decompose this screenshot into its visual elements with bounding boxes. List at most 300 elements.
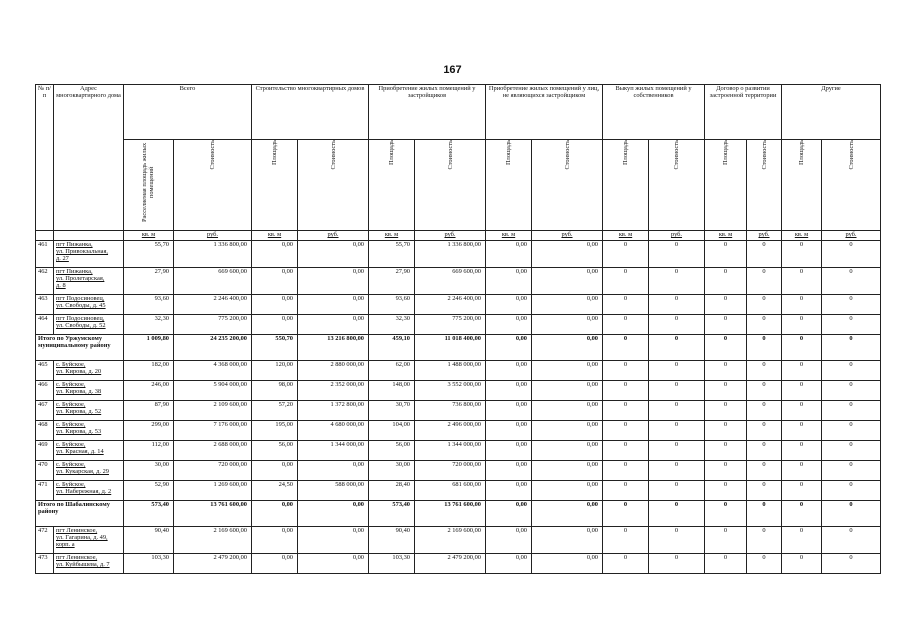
area-cell: 90,40 [124, 527, 174, 554]
unit-empty [36, 231, 54, 241]
area-cell: 0,00 [252, 461, 298, 481]
area-cell: 182,00 [124, 361, 174, 381]
header-sub-area [252, 140, 298, 231]
table-row [36, 401, 881, 421]
header-sub-area [486, 140, 532, 231]
area-cell: 0 [705, 441, 747, 461]
row-address [54, 315, 124, 335]
area-cell: 0 [782, 421, 822, 441]
cost-cell: 0 [822, 481, 881, 501]
address-line: пгт Ленинское, [56, 554, 98, 561]
area-cell: 0,00 [252, 295, 298, 315]
row-number: 466 [36, 381, 54, 401]
table-row [36, 295, 881, 315]
address-line: ул. Свободы, д. 45 [56, 302, 106, 309]
area-cell: 0 [603, 381, 649, 401]
header-address: Адрес многоквартирного дома [54, 85, 124, 231]
cost-label: Стоимость [760, 140, 768, 170]
header-group-row [36, 85, 881, 140]
area-cell: 0 [705, 527, 747, 554]
cost-cell: 0 [649, 241, 705, 268]
header-sub-area [603, 140, 649, 231]
area-cell: 0,00 [252, 268, 298, 295]
total-label: Итого по Шабалинскому району [36, 501, 124, 527]
row-address [54, 401, 124, 421]
area-label: Площадь [388, 140, 395, 165]
cost-cell: 2 688 000,00 [174, 441, 252, 461]
address-line: ул. Привокзальная, [56, 248, 109, 255]
area-label: Площадь [722, 140, 729, 165]
cost-cell: 13 761 600,00 [415, 501, 486, 527]
header-no: № п/п [36, 85, 54, 231]
address-line: ул. Кирова, д. 53 [56, 428, 102, 435]
header-sub-area [782, 140, 822, 231]
table-row [36, 527, 881, 554]
cost-cell: 0 [649, 315, 705, 335]
area-cell: 0 [705, 461, 747, 481]
cost-cell: 0 [649, 295, 705, 315]
address-line: пгт Подосиновец, [56, 295, 105, 302]
unit-cost: руб. [415, 231, 486, 241]
area-cell: 0,00 [486, 335, 532, 361]
area-cell: 55,70 [369, 241, 415, 268]
address-line: корп. а [56, 541, 75, 548]
cost-label: Стоимость [446, 140, 454, 170]
area-cell: 120,00 [252, 361, 298, 381]
address-line: ул. Набережная, д. 2 [56, 488, 112, 495]
area-cell: 93,60 [124, 295, 174, 315]
cost-cell: 1 336 800,00 [174, 241, 252, 268]
row-number: 472 [36, 527, 54, 554]
cost-cell: 720 000,00 [415, 461, 486, 481]
area-cell: 0 [603, 401, 649, 421]
cost-cell: 0,00 [298, 461, 369, 481]
cost-cell: 1 336 800,00 [415, 241, 486, 268]
area-cell: 56,00 [252, 441, 298, 461]
cost-cell: 2 479 200,00 [174, 554, 252, 574]
header-sub-resettled-area [124, 140, 174, 231]
cost-cell: 7 176 000,00 [174, 421, 252, 441]
row-number: 467 [36, 401, 54, 421]
area-cell: 104,00 [369, 421, 415, 441]
cost-cell: 0,00 [532, 461, 603, 481]
area-cell: 103,30 [124, 554, 174, 574]
area-cell: 0 [782, 241, 822, 268]
unit-area: кв. м [603, 231, 649, 241]
area-cell: 0,00 [486, 361, 532, 381]
area-cell: 0,00 [486, 381, 532, 401]
cost-cell: 2 880 000,00 [298, 361, 369, 381]
unit-area: кв. м [124, 231, 174, 241]
area-cell: 0 [782, 527, 822, 554]
unit-cost: руб. [532, 231, 603, 241]
area-cell: 0,00 [486, 401, 532, 421]
cost-cell: 0 [649, 527, 705, 554]
area-cell: 30,00 [369, 461, 415, 481]
cost-cell: 0 [822, 335, 881, 361]
row-address [54, 481, 124, 501]
area-label: Площадь [622, 140, 629, 165]
area-cell: 93,60 [369, 295, 415, 315]
cost-cell: 0 [822, 315, 881, 335]
area-cell: 246,00 [124, 381, 174, 401]
cost-cell: 5 904 000,00 [174, 381, 252, 401]
area-cell: 0,00 [486, 421, 532, 441]
table-row [36, 241, 881, 268]
cost-cell: 0 [649, 421, 705, 441]
cost-cell: 0 [649, 361, 705, 381]
unit-empty [54, 231, 124, 241]
header-sub-cost [298, 140, 369, 231]
cost-cell: 0,00 [298, 501, 369, 527]
cost-cell: 11 018 400,00 [415, 335, 486, 361]
area-cell: 550,70 [252, 335, 298, 361]
resettlement-table [35, 84, 881, 574]
cost-cell: 0 [747, 481, 782, 501]
address-line: с. Буйское, [56, 361, 86, 368]
area-cell: 0 [705, 241, 747, 268]
address-line: с. Буйское, [56, 461, 86, 468]
row-address [54, 268, 124, 295]
table-row [36, 361, 881, 381]
table-row [36, 481, 881, 501]
row-number: 464 [36, 315, 54, 335]
cost-cell: 0,00 [298, 295, 369, 315]
header-group-development-contract: Договор о развитии застроенной территории [705, 85, 782, 140]
area-cell: 1 009,80 [124, 335, 174, 361]
area-cell: 0,00 [252, 554, 298, 574]
cost-cell: 1 488 000,00 [415, 361, 486, 381]
cost-cell: 2 479 200,00 [415, 554, 486, 574]
cost-cell: 0 [649, 381, 705, 401]
cost-cell: 669 600,00 [415, 268, 486, 295]
cost-cell: 0 [649, 461, 705, 481]
area-cell: 0,00 [252, 315, 298, 335]
row-number: 470 [36, 461, 54, 481]
area-cell: 0,00 [252, 241, 298, 268]
cost-cell: 0 [649, 268, 705, 295]
area-cell: 0,00 [486, 315, 532, 335]
cost-cell: 0 [822, 381, 881, 401]
area-cell: 0 [782, 481, 822, 501]
unit-area: кв. м [369, 231, 415, 241]
area-cell: 0 [782, 501, 822, 527]
area-cell: 0 [782, 554, 822, 574]
row-address [54, 527, 124, 554]
address-line: ул. Свободы, д. 52 [56, 322, 106, 329]
area-cell: 0 [705, 501, 747, 527]
header-group-purchase-non-developers: Приобретение жилых помещений у лиц, не являющихся застройщиком [486, 85, 603, 140]
area-cell: 52,90 [124, 481, 174, 501]
area-cell: 0,00 [252, 501, 298, 527]
row-number: 461 [36, 241, 54, 268]
area-cell: 0 [705, 268, 747, 295]
cost-cell: 0 [649, 441, 705, 461]
cost-cell: 0 [822, 421, 881, 441]
area-cell: 30,00 [124, 461, 174, 481]
cost-cell: 0,00 [532, 527, 603, 554]
area-cell: 0 [705, 361, 747, 381]
cost-cell: 0 [822, 401, 881, 421]
header-group-total: Всего [124, 85, 252, 140]
address-line: с. Буйское, [56, 381, 86, 388]
cost-cell: 4 680 000,00 [298, 421, 369, 441]
area-cell: 27,90 [369, 268, 415, 295]
table-row [36, 461, 881, 481]
cost-cell: 0 [822, 241, 881, 268]
header-sub-cost [174, 140, 252, 231]
cost-cell: 0 [822, 441, 881, 461]
area-cell: 0 [603, 461, 649, 481]
address-line: ул. Куйбышева, д. 7 [56, 561, 110, 568]
header-group-purchase-developers: Приобретение жилых помещений у застройщиков [369, 85, 486, 140]
cost-cell: 0,00 [532, 441, 603, 461]
cost-cell: 0 [747, 268, 782, 295]
area-cell: 0,00 [486, 268, 532, 295]
cost-cell: 0,00 [532, 421, 603, 441]
area-cell: 0,00 [486, 441, 532, 461]
address-line: ул. Кирова, д. 20 [56, 368, 102, 375]
unit-area: кв. м [705, 231, 747, 241]
address-line: пгт Пижанка, [56, 241, 93, 248]
cost-cell: 2 169 600,00 [174, 527, 252, 554]
area-cell: 0,00 [486, 527, 532, 554]
cost-cell: 0 [747, 421, 782, 441]
area-cell: 148,00 [369, 381, 415, 401]
area-cell: 0 [603, 527, 649, 554]
table-row [36, 421, 881, 441]
area-cell: 30,70 [369, 401, 415, 421]
cost-cell: 0,00 [298, 268, 369, 295]
area-cell: 0 [705, 421, 747, 441]
area-cell: 573,40 [124, 501, 174, 527]
cost-cell: 1 344 000,00 [415, 441, 486, 461]
unit-area: кв. м [486, 231, 532, 241]
cost-cell: 2 352 000,00 [298, 381, 369, 401]
unit-area: кв. м [782, 231, 822, 241]
area-cell: 55,70 [124, 241, 174, 268]
area-cell: 0 [705, 401, 747, 421]
cost-cell: 0 [822, 527, 881, 554]
row-number: 463 [36, 295, 54, 315]
cost-cell: 0 [649, 481, 705, 501]
area-cell: 0 [705, 381, 747, 401]
cost-cell: 0,00 [298, 554, 369, 574]
address-line: пгт Подосиновец, [56, 315, 105, 322]
cost-cell: 0 [747, 401, 782, 421]
cost-cell: 0,00 [298, 527, 369, 554]
cost-cell: 775 200,00 [415, 315, 486, 335]
area-cell: 0 [603, 501, 649, 527]
address-line: д. 27 [56, 255, 69, 262]
area-cell: 0 [705, 315, 747, 335]
area-label: Площадь [505, 140, 512, 165]
cost-label: Стоимость [329, 140, 337, 170]
area-cell: 0 [603, 361, 649, 381]
cost-cell: 0,00 [532, 335, 603, 361]
row-address [54, 241, 124, 268]
area-cell: 0 [705, 295, 747, 315]
area-cell: 0,00 [486, 295, 532, 315]
cost-cell: 0 [822, 554, 881, 574]
header-sub-row [36, 140, 881, 231]
cost-cell: 0 [822, 268, 881, 295]
table-row [36, 554, 881, 574]
area-cell: 0 [782, 441, 822, 461]
row-address [54, 461, 124, 481]
cost-cell: 0 [649, 554, 705, 574]
row-number: 462 [36, 268, 54, 295]
header-unit-row [36, 231, 881, 241]
header-sub-cost [649, 140, 705, 231]
cost-cell: 1 344 000,00 [298, 441, 369, 461]
table-row [36, 381, 881, 401]
cost-cell: 0 [747, 241, 782, 268]
area-cell: 28,40 [369, 481, 415, 501]
cost-cell: 0 [822, 361, 881, 381]
cost-cell: 0 [747, 335, 782, 361]
address-line: ул. Кирова, д. 38 [56, 388, 102, 395]
area-label: Площадь [271, 140, 278, 165]
row-number: 473 [36, 554, 54, 574]
area-cell: 32,30 [369, 315, 415, 335]
header-group-construction: Строительство многоквартирных домов [252, 85, 369, 140]
address-line: д. 8 [56, 282, 66, 289]
header-sub-cost [532, 140, 603, 231]
area-cell: 0 [782, 315, 822, 335]
table-total-row [36, 335, 881, 361]
area-cell: 24,50 [252, 481, 298, 501]
area-cell: 299,00 [124, 421, 174, 441]
area-cell: 0 [603, 481, 649, 501]
address-line: ул. Кирова, д. 52 [56, 408, 102, 415]
area-cell: 0,00 [486, 461, 532, 481]
page-number: 167 [443, 64, 462, 76]
cost-cell: 0,00 [532, 401, 603, 421]
area-cell: 62,00 [369, 361, 415, 381]
area-cell: 0 [705, 481, 747, 501]
header-group-buyout: Выкуп жилых помещений у собственников [603, 85, 705, 140]
cost-cell: 588 000,00 [298, 481, 369, 501]
unit-area: кв. м [252, 231, 298, 241]
cost-cell: 0,00 [298, 315, 369, 335]
cost-cell: 13 761 600,00 [174, 501, 252, 527]
cost-cell: 0,00 [532, 501, 603, 527]
cost-cell: 0 [747, 441, 782, 461]
area-cell: 0 [705, 554, 747, 574]
area-cell: 459,10 [369, 335, 415, 361]
cost-cell: 720 000,00 [174, 461, 252, 481]
area-cell: 32,30 [124, 315, 174, 335]
cost-cell: 0,00 [532, 481, 603, 501]
area-cell: 57,20 [252, 401, 298, 421]
row-address [54, 421, 124, 441]
cost-cell: 0,00 [532, 268, 603, 295]
cost-cell: 0 [822, 295, 881, 315]
cost-cell: 1 269 600,00 [174, 481, 252, 501]
cost-cell: 2 246 400,00 [174, 295, 252, 315]
cost-cell: 0 [747, 381, 782, 401]
cost-cell: 669 600,00 [174, 268, 252, 295]
cost-cell: 2 246 400,00 [415, 295, 486, 315]
area-cell: 0 [705, 335, 747, 361]
cost-cell: 0,00 [532, 381, 603, 401]
cost-cell: 681 600,00 [415, 481, 486, 501]
area-label: Площадь [798, 140, 805, 165]
cost-label: Стоимость [847, 140, 855, 170]
area-cell: 90,40 [369, 527, 415, 554]
area-cell: 0,00 [486, 501, 532, 527]
area-cell: 0 [603, 441, 649, 461]
cost-cell: 2 109 600,00 [174, 401, 252, 421]
area-cell: 0 [782, 335, 822, 361]
area-cell: 0 [603, 335, 649, 361]
cost-cell: 0,00 [532, 361, 603, 381]
cost-cell: 24 235 200,00 [174, 335, 252, 361]
total-label: Итого по Уржумскому муниципальному району [36, 335, 124, 361]
unit-cost: руб. [649, 231, 705, 241]
row-number: 471 [36, 481, 54, 501]
area-cell: 0 [603, 241, 649, 268]
cost-cell: 775 200,00 [174, 315, 252, 335]
cost-cell: 0 [649, 501, 705, 527]
table-row [36, 441, 881, 461]
cost-cell: 0 [747, 527, 782, 554]
area-cell: 0 [603, 315, 649, 335]
cost-cell: 0,00 [298, 241, 369, 268]
area-cell: 0 [782, 295, 822, 315]
header-sub-area [369, 140, 415, 231]
table-row [36, 315, 881, 335]
header-group-other: Другие [782, 85, 881, 140]
row-address [54, 381, 124, 401]
cost-cell: 736 800,00 [415, 401, 486, 421]
address-line: с. Буйское, [56, 441, 86, 448]
area-cell: 0 [603, 554, 649, 574]
area-cell: 0 [782, 361, 822, 381]
header-sub-cost [747, 140, 782, 231]
row-address [54, 295, 124, 315]
area-cell: 195,00 [252, 421, 298, 441]
row-number: 465 [36, 361, 54, 381]
cost-label: Стоимость [563, 140, 571, 170]
area-cell: 0 [782, 268, 822, 295]
cost-label: Стоимость [209, 140, 216, 170]
cost-cell: 0,00 [532, 315, 603, 335]
cost-cell: 0 [747, 295, 782, 315]
cost-cell: 4 368 000,00 [174, 361, 252, 381]
cost-cell: 13 216 800,00 [298, 335, 369, 361]
area-cell: 98,00 [252, 381, 298, 401]
cost-cell: 0 [747, 461, 782, 481]
table-row [36, 268, 881, 295]
cost-cell: 0 [649, 401, 705, 421]
table-total-row [36, 501, 881, 527]
address-line: пгт Ленинское, [56, 527, 98, 534]
address-line: ул. Красная, д. 14 [56, 448, 104, 455]
area-cell: 112,00 [124, 441, 174, 461]
area-cell: 0,00 [486, 481, 532, 501]
area-cell: 0 [782, 461, 822, 481]
cost-cell: 0 [822, 501, 881, 527]
area-cell: 56,00 [369, 441, 415, 461]
area-cell: 573,40 [369, 501, 415, 527]
cost-cell: 0,00 [532, 295, 603, 315]
cost-cell: 0,00 [532, 554, 603, 574]
area-cell: 87,90 [124, 401, 174, 421]
cost-cell: 0 [747, 315, 782, 335]
area-cell: 0 [603, 268, 649, 295]
